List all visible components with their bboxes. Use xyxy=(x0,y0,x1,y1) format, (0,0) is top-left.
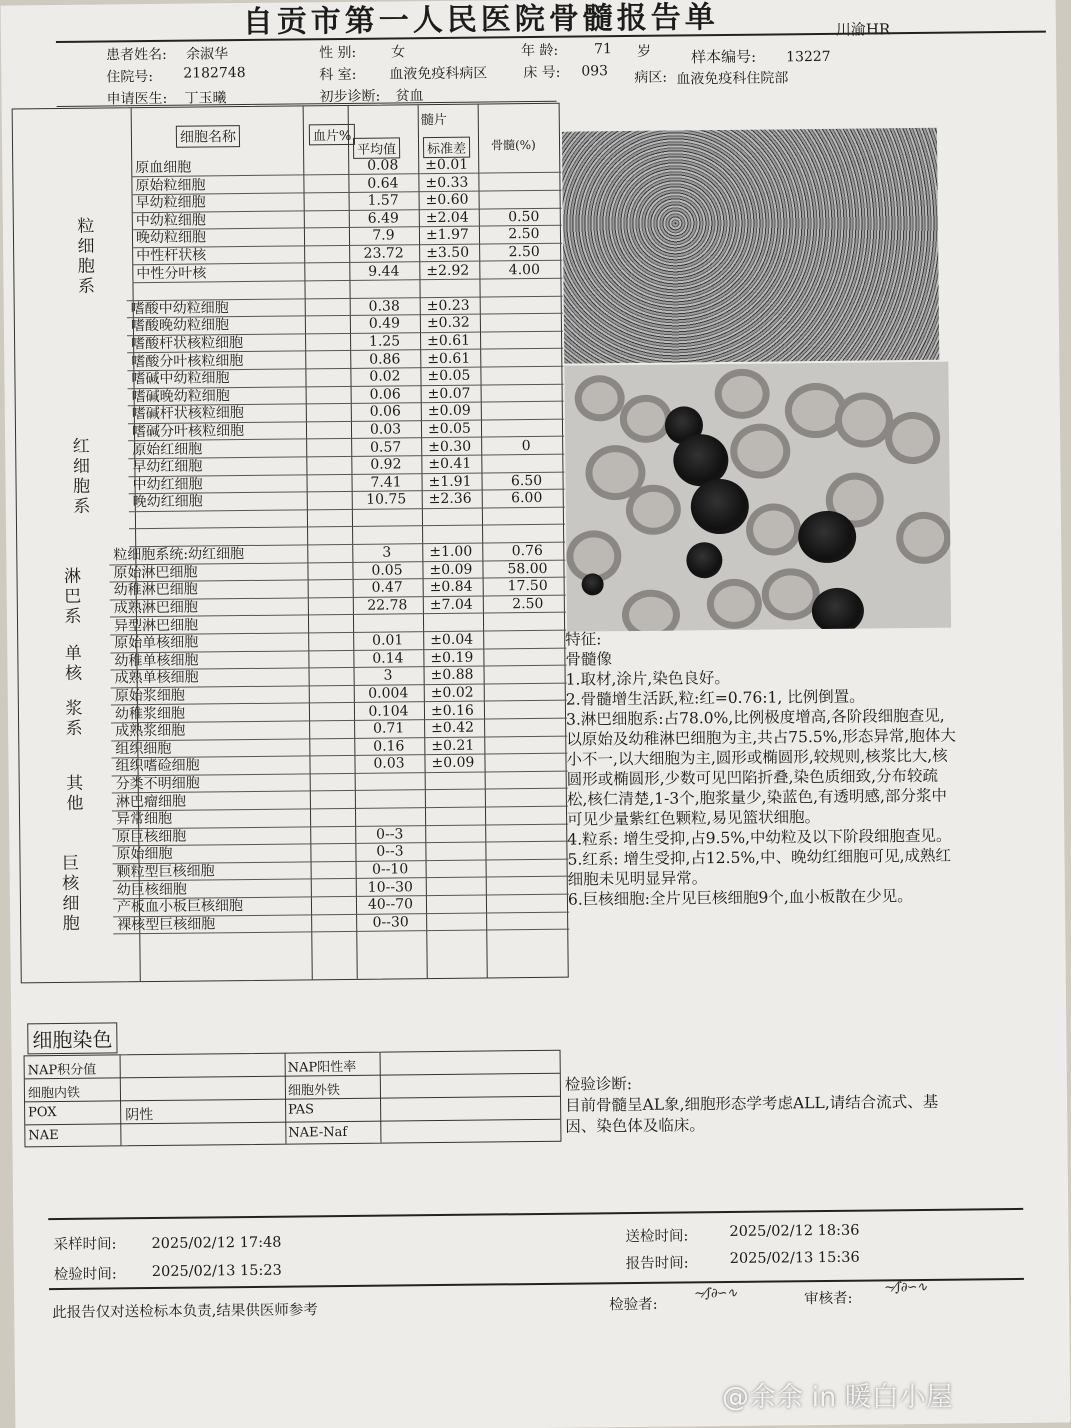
cell-name: 幼稚淋巴细胞 xyxy=(113,581,198,599)
bm-value xyxy=(495,842,565,843)
staining-row xyxy=(25,1120,560,1149)
diagnosis-text: 目前骨髓呈AL象,细胞形态学考虑ALL,请结合流式、基因、染色体及临床。 xyxy=(565,1092,939,1136)
bm-value xyxy=(494,701,564,702)
mean-value: 0.57 xyxy=(370,438,402,456)
cell-name: 嗜碱中幼粒细胞 xyxy=(131,370,230,388)
group-megakaryocyte: 巨核细胞 xyxy=(61,853,80,934)
sd-value: ±0.61 xyxy=(427,332,471,350)
sample-label: 样本编号: xyxy=(691,47,757,67)
report-title: 自贡市第一人民医院骨髓报告单 xyxy=(242,0,719,41)
footer-rule-bottom xyxy=(49,1278,1024,1290)
cell-name: 早幼红细胞 xyxy=(132,458,203,476)
cell-name: 淋巴瘤细胞 xyxy=(115,793,186,810)
sd-value: ±0.84 xyxy=(429,579,473,596)
reviewer-label: 审核者: xyxy=(804,1290,853,1308)
mean-value: 9.44 xyxy=(368,262,400,280)
feature-line-5: 5.红系: 增生受抑,占12.5%,中、晚幼红细胞可见,成熟红细胞未见明显异常。 xyxy=(567,846,952,889)
features-subtitle: 骨髓像 xyxy=(565,650,613,669)
exam-time-label: 检验时间: xyxy=(53,1266,117,1284)
group-erythrocyte: 红细胞系 xyxy=(72,436,91,517)
age-unit: 岁 xyxy=(636,43,652,60)
bed-value: 093 xyxy=(581,63,609,80)
bm-value xyxy=(490,332,560,333)
sd-value: ±3.50 xyxy=(426,244,470,262)
bm-value xyxy=(495,772,565,773)
bm-value xyxy=(494,666,564,667)
feature-line-6: 6.巨核细胞:全片见巨核细胞9个,血小板散在少见。 xyxy=(567,887,913,909)
send-time-label: 送检时间: xyxy=(625,1228,689,1246)
cell-name: 晚幼粒细胞 xyxy=(135,229,207,247)
bm-value xyxy=(494,736,564,737)
bm-value: 58.00 xyxy=(507,560,548,578)
cell-name: 组织细胞 xyxy=(115,740,172,758)
cell-name: 嗜碱杆状核粒细胞 xyxy=(131,405,244,423)
cell-name: 嗜碱晚幼粒细胞 xyxy=(131,387,230,406)
bm-value xyxy=(494,684,564,685)
mean-value xyxy=(357,773,422,774)
sex-value: 女 xyxy=(390,44,406,61)
bm-value xyxy=(495,824,565,825)
disclaimer: 此报告仅对送检标本负责,结果供医师参考 xyxy=(52,1302,318,1322)
sd-value: ±0.88 xyxy=(430,667,474,684)
iron-intra-label: 细胞内铁 xyxy=(27,1085,81,1102)
marrow-smear-low-power-image xyxy=(562,128,939,364)
sd-value: ±0.07 xyxy=(427,385,471,402)
mean-value xyxy=(355,615,420,616)
sd-value: ±2.92 xyxy=(426,262,470,279)
table-row xyxy=(113,912,569,934)
bm-value xyxy=(494,754,564,755)
mean-value xyxy=(354,527,419,528)
mean-value: 1.25 xyxy=(368,333,401,350)
sd-value: ±0.09 xyxy=(429,561,473,578)
cell-name: 分类不明细胞 xyxy=(115,775,200,793)
bm-value xyxy=(491,455,561,456)
bm-value xyxy=(490,314,560,315)
group-other: 其他 xyxy=(66,773,84,814)
doctor-label: 申请医生: xyxy=(106,90,168,108)
mean-value: 0.03 xyxy=(369,421,402,438)
cell-name: 原巨核细胞 xyxy=(116,828,187,846)
age-value: 71 xyxy=(593,41,612,58)
mean-value: 0.16 xyxy=(373,738,405,755)
cell-name: 嗜碱分叶核粒细胞 xyxy=(131,423,245,441)
bed-label: 床 号: xyxy=(523,64,561,82)
mean-value: 10.75 xyxy=(366,491,407,509)
cell-name: 晚幼红细胞 xyxy=(132,493,203,511)
sd-value: ±7.04 xyxy=(429,596,473,614)
sd-value: ±0.16 xyxy=(430,702,474,719)
bm-value: 6.50 xyxy=(510,472,543,490)
bm-value: 0 xyxy=(521,437,531,454)
iron-extra-label: 细胞外铁 xyxy=(287,1083,341,1099)
sd-value: ±0.23 xyxy=(426,297,470,314)
cell-name: 中性杆状核 xyxy=(136,247,207,265)
bm-value xyxy=(495,789,565,790)
sd-value: ±1.00 xyxy=(429,543,473,561)
cell-name: 原始红细胞 xyxy=(132,441,203,458)
staining-table xyxy=(24,1050,562,1148)
bm-value xyxy=(496,895,566,896)
nap-score-label: NAP积分值 xyxy=(27,1062,97,1079)
cell-name: 原始粒细胞 xyxy=(135,177,206,194)
cell-name: 早幼粒细胞 xyxy=(135,194,206,212)
bm-value: 0.76 xyxy=(511,543,543,560)
bm-value: 2.50 xyxy=(512,595,544,613)
mean-value: 1.57 xyxy=(367,192,399,209)
mean-value xyxy=(357,808,422,809)
mean-value: 40--70 xyxy=(367,896,414,913)
reviewer-signature: ~⁄∫∂∽∿ xyxy=(883,1279,927,1296)
sd-value: ±0.41 xyxy=(428,455,472,473)
cell-name: 原血细胞 xyxy=(135,159,192,177)
mean-value: 0.004 xyxy=(368,685,409,702)
inpatient-label: 住院号: xyxy=(106,68,154,86)
doctor-value: 丁玉曦 xyxy=(184,90,227,107)
header-blood-smear: 血片% xyxy=(309,124,356,145)
bm-value xyxy=(490,367,560,368)
mean-value: 0.05 xyxy=(371,562,403,579)
cell-name: 颗粒型巨核细胞 xyxy=(116,863,215,881)
cell-name: 幼稚单核细胞 xyxy=(114,652,199,670)
sample-time-value: 2025/02/12 17:48 xyxy=(151,1234,282,1253)
cell-name: 成熟浆细胞 xyxy=(115,722,186,740)
report-paper xyxy=(1,0,1071,1428)
cell-name: 嗜酸分叶核粒细胞 xyxy=(131,352,244,370)
group-labels xyxy=(13,108,128,934)
patient-name: 余淑华 xyxy=(185,46,229,63)
header-sd: 标准差 xyxy=(423,137,470,158)
cell-name: 原始淋巴细胞 xyxy=(113,564,198,582)
mean-value: 6.49 xyxy=(367,210,399,227)
bm-value: 2.50 xyxy=(508,243,540,261)
cell-name: 中性分叶核 xyxy=(136,265,207,282)
bm-value: 4.00 xyxy=(508,261,541,278)
mean-value: 0.06 xyxy=(369,386,401,403)
bm-value xyxy=(493,631,563,632)
bm-value xyxy=(489,191,559,192)
mean-value: 3 xyxy=(382,544,392,561)
sd-value: ±1.91 xyxy=(428,473,472,490)
cell-name: 裸核型巨核细胞 xyxy=(117,916,216,934)
cell-name: 嗜酸晚幼粒细胞 xyxy=(130,317,229,335)
bm-value xyxy=(493,613,563,614)
prelim-diag-label: 初步诊断: xyxy=(319,88,381,106)
header-cell-name: 细胞名称 xyxy=(176,125,240,148)
mean-value: 0.104 xyxy=(368,702,409,720)
mean-value: 0--3 xyxy=(376,843,404,861)
bm-value xyxy=(493,649,563,650)
features-section xyxy=(565,626,958,910)
sd-value: ±0.09 xyxy=(427,403,471,420)
cell-name: 中幼红细胞 xyxy=(132,476,203,494)
bm-value xyxy=(488,173,558,174)
header-bm: 骨髓(%) xyxy=(490,137,536,153)
dept-label: 科 室: xyxy=(319,66,357,84)
bm-value: 0.50 xyxy=(508,208,540,226)
ward-label: 病区: xyxy=(634,69,668,86)
mean-value: 0--10 xyxy=(371,861,409,878)
sd-value: ±0.19 xyxy=(430,649,474,666)
bm-value xyxy=(491,402,561,403)
exam-time-value: 2025/02/13 15:23 xyxy=(151,1262,282,1281)
mean-value: 0.38 xyxy=(368,298,400,315)
report-time-value: 2025/02/13 15:36 xyxy=(729,1249,860,1267)
sample-time-label: 采样时间: xyxy=(53,1236,117,1254)
nae-naf-label: NAE-Naf xyxy=(288,1124,348,1141)
sd-value: ±0.05 xyxy=(427,420,471,438)
mean-value: 0.64 xyxy=(367,174,399,192)
sd-value: ±0.42 xyxy=(431,719,475,737)
sd-value: ±2.04 xyxy=(425,209,469,226)
cell-name: 幼稚浆细胞 xyxy=(114,705,186,722)
mean-value: 0.86 xyxy=(369,350,401,368)
mean-value xyxy=(357,791,422,792)
sd-value: ±0.21 xyxy=(431,737,475,754)
report-time-label: 报告时间: xyxy=(625,1255,689,1273)
bm-value: 17.50 xyxy=(507,578,548,595)
feature-line-4: 4.粒系: 增生受抑,占9.5%,中幼粒及以下阶段细胞查见。 xyxy=(567,826,952,849)
inpatient-value: 2182748 xyxy=(183,65,246,82)
mean-value: 0.47 xyxy=(371,579,403,597)
cell-name: 原始浆细胞 xyxy=(114,687,185,705)
sd-value: ±0.09 xyxy=(431,755,475,772)
features-title: 特征: xyxy=(565,630,602,649)
sd-value: ±2.36 xyxy=(428,491,472,508)
sd-value: ±0.32 xyxy=(426,315,470,332)
pas-label: PAS xyxy=(288,1102,315,1118)
cell-name: 成熟淋巴细胞 xyxy=(113,599,198,617)
bm-value xyxy=(494,719,564,720)
bm-value xyxy=(491,385,561,386)
bm-value xyxy=(496,912,566,913)
mean-value: 3 xyxy=(383,667,393,684)
cell-name: 中幼粒细胞 xyxy=(135,212,206,229)
cell-name: 异常细胞 xyxy=(115,810,173,828)
send-time-value: 2025/02/12 18:36 xyxy=(729,1222,860,1240)
pox-value: 阴性 xyxy=(125,1107,154,1124)
watermark: @余余 in 暖白小屋 xyxy=(722,1382,953,1413)
bm-value xyxy=(491,420,561,421)
nap-positive-label: NAP阳性率 xyxy=(287,1059,357,1076)
bm-value: 6.00 xyxy=(511,490,543,507)
feature-line-2: 2.骨髓增生活跃,粒:红=0.76:1, 比例倒置。 xyxy=(565,687,865,709)
bm-value xyxy=(490,297,560,298)
bm-value xyxy=(490,349,560,350)
sd-value: ±0.05 xyxy=(427,367,471,385)
age-label: 年 龄: xyxy=(520,42,559,60)
cell-count-table xyxy=(12,103,569,984)
feature-line-3: 3.淋巴细胞系:占78.0%,比例极度增高,各阶段细胞查见,以原始及幼稚淋巴细胞为主,共占75.5%,形态异常,胞体大小不一,以大细胞为主,圆形或椭圆形,较规则,核浆比大,核圆形或椭圆形,少数可见凹陷折叠,染色质细致,分布较疏松,核仁清楚,1-3个,胞浆量少,染蓝色,有透明感,部分浆中可见少量紫红色颗粒,易见篮状细胞。 xyxy=(565,706,956,829)
cell-name: 嗜酸杆状核粒细胞 xyxy=(131,335,244,353)
sd-value: ±1.97 xyxy=(425,227,469,244)
cell-name: 产板血小板巨核细胞 xyxy=(116,898,244,916)
diagnosis-section xyxy=(565,1071,966,1138)
table-header xyxy=(131,104,562,159)
cell-name: 成熟单核细胞 xyxy=(114,669,199,687)
mean-value: 0.03 xyxy=(373,755,405,773)
group-plasma: 浆系 xyxy=(65,698,83,739)
examiner-label: 检验者: xyxy=(609,1296,658,1314)
feature-line-1: 1.取材,涂片,染色良好。 xyxy=(565,668,730,689)
sd-value: ±0.33 xyxy=(425,174,469,191)
pox-label: POX xyxy=(28,1105,57,1121)
dept-value: 血液免疫科病区 xyxy=(389,65,488,83)
group-monocyte: 单核 xyxy=(64,643,83,684)
bm-value xyxy=(495,807,565,808)
bm-value xyxy=(488,156,558,157)
mean-value: 0.02 xyxy=(369,368,401,385)
cell-name: 组织嗜硷细胞 xyxy=(115,757,200,775)
staining-title: 细胞染色 xyxy=(27,1022,117,1054)
marrow-smear-high-power-image xyxy=(564,362,951,632)
mean-value: 0.01 xyxy=(372,632,404,649)
header-mean: 平均值 xyxy=(353,137,400,158)
mean-value: 23.72 xyxy=(363,245,404,262)
mean-value: 0--30 xyxy=(372,914,409,931)
mean-value: 22.78 xyxy=(367,597,408,614)
sd-value: ±0.30 xyxy=(428,438,472,455)
group-lymphocyte: 淋巴系 xyxy=(63,566,82,627)
bm-value xyxy=(492,525,562,526)
sex-label: 性 别: xyxy=(318,44,357,62)
mean-value: 0.14 xyxy=(372,650,404,667)
mean-value: 0.49 xyxy=(368,315,401,333)
cell-name: 原始单核细胞 xyxy=(114,634,199,652)
mean-value: 0.92 xyxy=(370,456,402,473)
cell-name: 原始细胞 xyxy=(116,846,173,863)
cell-name: 粒细胞系统:幼红细胞 xyxy=(113,546,245,564)
prelim-diag-value: 贫血 xyxy=(395,88,424,105)
bm-value xyxy=(489,279,559,280)
sample-value: 13227 xyxy=(786,48,831,66)
nae-label: NAE xyxy=(28,1128,59,1144)
diagnosis-label: 检验诊断: xyxy=(564,1075,633,1094)
mean-value: 0.71 xyxy=(372,720,405,737)
patient-name-label: 患者姓名: xyxy=(105,46,167,64)
sd-value: ±0.01 xyxy=(425,156,469,174)
mean-value: 0--3 xyxy=(376,826,404,843)
bm-value xyxy=(492,508,562,509)
bm-value xyxy=(496,860,566,861)
region-tag: 川渝HR xyxy=(835,20,891,39)
ward-value: 血液免疫科住院部 xyxy=(676,70,789,88)
bm-value: 2.50 xyxy=(508,226,540,243)
examiner-signature: ~⁄∫∂∽∿ xyxy=(694,1285,737,1302)
sd-value: ±0.04 xyxy=(430,631,474,649)
header-marrow: 髓片 xyxy=(420,112,447,129)
mean-value: 0.08 xyxy=(367,157,399,174)
sd-value: ±0.61 xyxy=(427,350,471,367)
cell-name: 嗜酸中幼粒细胞 xyxy=(130,299,229,318)
mean-value: 7.9 xyxy=(372,227,395,245)
mean-value: 7.41 xyxy=(370,474,402,491)
cell-name: 幼巨核细胞 xyxy=(116,881,187,898)
mean-value xyxy=(354,509,419,510)
bm-value xyxy=(496,877,566,878)
cell-name: 异型淋巴细胞 xyxy=(113,617,199,635)
mean-value: 10--30 xyxy=(367,878,413,896)
sd-value: ±0.60 xyxy=(425,191,469,209)
group-granulocyte: 粒细胞系 xyxy=(77,216,96,297)
sd-value: ±0.02 xyxy=(430,684,474,702)
mean-value xyxy=(351,280,416,281)
mean-value: 0.06 xyxy=(369,403,401,421)
footer-rule-top xyxy=(48,1208,1023,1220)
